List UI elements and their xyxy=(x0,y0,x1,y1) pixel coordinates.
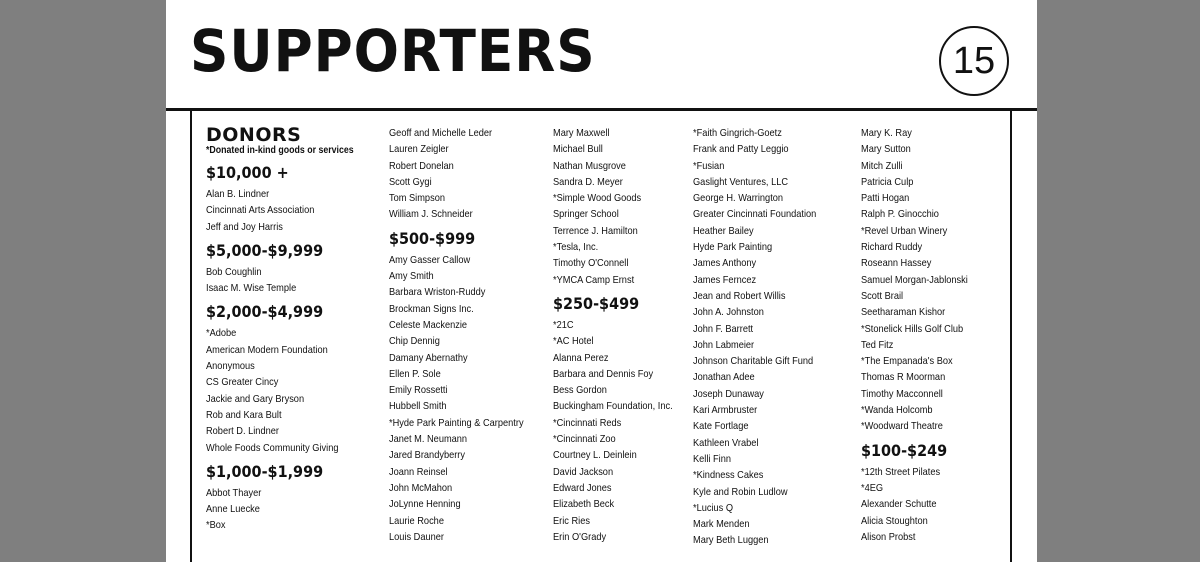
donor-name: Barbara Wriston-Ruddy xyxy=(389,286,486,299)
donor-name: Eric Ries xyxy=(553,514,590,527)
donor-name: *Woodward Theatre xyxy=(861,420,943,433)
donor-name: Terrence J. Hamilton xyxy=(553,224,638,237)
page-number-badge xyxy=(939,26,1009,96)
donor-list xyxy=(553,317,689,545)
donor-name: John A. Johnston xyxy=(693,306,764,319)
donor-name: Alicia Stoughton xyxy=(861,514,928,527)
donor-name: Jonathan Adee xyxy=(693,371,755,384)
donor-name: Michael Bull xyxy=(553,143,603,156)
tier-heading: $250-$499 xyxy=(553,293,640,313)
page-title: SUPPORTERS xyxy=(190,17,596,85)
donor-name: Scott Brail xyxy=(861,289,904,302)
column-3 xyxy=(553,125,689,545)
donor-name: Kate Fortlage xyxy=(693,420,749,433)
donor-list xyxy=(206,485,374,534)
donor-name: Scott Gygi xyxy=(389,175,432,188)
donor-name: Patti Hogan xyxy=(861,192,910,205)
donor-name: Mary Sutton xyxy=(861,143,911,156)
donor-name: Ralph P. Ginocchio xyxy=(861,208,939,221)
donor-name: Damany Abernathy xyxy=(389,351,468,364)
donor-name: *12th Street Pilates xyxy=(861,465,941,478)
donor-name: Janet M. Neumann xyxy=(389,433,468,446)
donor-name: Jeff and Joy Harris xyxy=(206,220,283,233)
donor-name: Mary K. Ray xyxy=(861,127,912,139)
donor-name: Anne Luecke xyxy=(206,503,260,516)
donor-name: *Simple Wood Goods xyxy=(553,192,642,205)
donor-name: *Hyde Park Painting & Carpentry xyxy=(389,416,524,429)
tier-heading: $5,000-$9,999 xyxy=(206,240,324,260)
column-2 xyxy=(389,125,542,545)
donor-name: Patricia Culp xyxy=(861,175,914,188)
donor-name: John Labmeier xyxy=(693,338,755,351)
donor-name: *Box xyxy=(206,519,226,532)
donor-name: JoLynne Henning xyxy=(389,498,461,511)
donor-name: Lauren Zeigler xyxy=(389,143,449,156)
donor-name: Heather Bailey xyxy=(693,224,754,237)
donor-name: Nathan Musgrove xyxy=(553,159,626,172)
donor-name: George H. Warrington xyxy=(693,192,784,205)
donor-name: Isaac M. Wise Temple xyxy=(206,282,297,295)
donor-name: Robert D. Lindner xyxy=(206,425,279,438)
donor-name: James Anthony xyxy=(693,257,757,270)
donor-name: Timothy Macconnell xyxy=(861,387,943,400)
donor-name: John McMahon xyxy=(389,481,453,494)
donor-name: Bob Coughlin xyxy=(206,265,262,278)
donor-list xyxy=(861,464,982,545)
donor-name: Courtney L. Deinlein xyxy=(553,449,637,462)
donor-name: *Kindness Cakes xyxy=(693,469,764,482)
donor-name: Thomas R Moorman xyxy=(861,371,946,384)
donor-name: James Ferncez xyxy=(693,273,757,286)
donor-name: Elizabeth Beck xyxy=(553,498,615,511)
donor-name: Whole Foods Community Giving xyxy=(206,441,339,454)
donor-name: Joseph Dunaway xyxy=(693,387,764,400)
donor-name: *Cincinnati Reds xyxy=(553,416,622,429)
donor-name: CS Greater Cincy xyxy=(206,376,279,389)
donor-name: David Jackson xyxy=(553,465,614,478)
donor-name: Kyle and Robin Ludlow xyxy=(693,485,788,498)
donor-name: Johnson Charitable Gift Fund xyxy=(693,355,814,368)
donor-name: Mitch Zulli xyxy=(861,159,903,172)
donor-name: *4EG xyxy=(861,481,884,494)
donor-name: Alan B. Lindner xyxy=(206,188,270,200)
donor-name: Jean and Robert Willis xyxy=(693,289,786,302)
donor-name: *Tesla, Inc. xyxy=(553,241,599,254)
donor-list xyxy=(861,125,982,435)
donor-list xyxy=(693,125,833,549)
donor-name: Celeste Mackenzie xyxy=(389,318,468,331)
donor-name: Erin O'Grady xyxy=(553,530,607,543)
donor-name: Anonymous xyxy=(206,360,255,373)
column-1 xyxy=(206,125,374,534)
donor-list xyxy=(553,125,689,288)
donor-name: *Adobe xyxy=(206,327,237,340)
donor-name: Mark Menden xyxy=(693,518,750,531)
column-5 xyxy=(861,125,982,545)
donor-list xyxy=(206,264,374,297)
tier-heading: $2,000-$4,999 xyxy=(206,302,324,322)
donor-name: *Fusian xyxy=(693,159,725,172)
donor-name: Alanna Perez xyxy=(553,351,609,364)
donor-name: Roseann Hassey xyxy=(861,257,932,270)
donor-name: Samuel Morgan-Jablonski xyxy=(861,273,968,286)
donor-name: Barbara and Dennis Foy xyxy=(553,367,654,380)
donors-heading: DONORS xyxy=(206,124,302,146)
donor-name: *YMCA Camp Ernst xyxy=(553,273,635,286)
donor-name: Geoff and Michelle Leder xyxy=(389,127,493,139)
donor-name: Emily Rossetti xyxy=(389,384,448,397)
donor-name: Jackie and Gary Bryson xyxy=(206,392,305,405)
donor-list xyxy=(206,186,374,235)
donor-name: *Cincinnati Zoo xyxy=(553,433,616,446)
donor-name: Amy Smith xyxy=(389,270,434,283)
donor-name: Mary Maxwell xyxy=(553,127,610,139)
page-number: 15 xyxy=(952,39,996,82)
donor-name: Joann Reinsel xyxy=(389,465,448,478)
donor-name: Ted Fitz xyxy=(861,338,894,351)
donor-name: Cincinnati Arts Association xyxy=(206,204,315,217)
tier-heading: $100-$249 xyxy=(861,440,948,460)
donor-name: Robert Donelan xyxy=(389,159,454,172)
donor-name: Edward Jones xyxy=(553,481,612,494)
donor-name: Rob and Kara Bult xyxy=(206,408,282,421)
donor-name: Alison Probst xyxy=(861,530,916,543)
donor-list xyxy=(389,125,542,223)
donor-name: *AC Hotel xyxy=(553,335,594,348)
donor-name: Ellen P. Sole xyxy=(389,367,441,380)
donor-name: Kathleen Vrabel xyxy=(693,436,759,449)
donor-name: *Stonelick Hills Golf Club xyxy=(861,322,964,335)
donor-name: Buckingham Foundation, Inc. xyxy=(553,400,673,413)
donor-name: *Revel Urban Winery xyxy=(861,224,948,237)
donor-name: Jared Brandyberry xyxy=(389,449,466,462)
donor-name: *The Empanada's Box xyxy=(861,355,953,368)
donor-name: Frank and Patty Leggio xyxy=(693,143,789,156)
donor-name: Alexander Schutte xyxy=(861,498,937,511)
donor-name: Kari Armbruster xyxy=(693,404,758,417)
donor-name: *Wanda Holcomb xyxy=(861,404,933,417)
donor-name: *21C xyxy=(553,318,574,331)
donor-name: Chip Dennig xyxy=(389,335,440,348)
donor-name: Richard Ruddy xyxy=(861,241,923,254)
donor-name: Hyde Park Painting xyxy=(693,241,773,254)
donor-name: Louis Dauner xyxy=(389,530,444,543)
donor-list xyxy=(206,325,374,455)
donor-name: Laurie Roche xyxy=(389,514,444,527)
tier-heading: $1,000-$1,999 xyxy=(206,461,324,481)
donor-name: Tom Simpson xyxy=(389,192,445,205)
donor-name: William J. Schneider xyxy=(389,208,473,221)
donor-name: Sandra D. Meyer xyxy=(553,175,623,188)
donor-name: Springer School xyxy=(553,208,619,221)
donor-name: Gaslight Ventures, LLC xyxy=(693,175,789,188)
donor-name: Mary Beth Luggen xyxy=(693,534,769,547)
donor-name: *Lucius Q xyxy=(693,501,734,514)
in-kind-note: *Donated in-kind goods or services xyxy=(206,145,354,156)
donor-name: American Modern Foundation xyxy=(206,343,328,356)
donor-name: John F. Barrett xyxy=(693,322,754,335)
donor-name: Seetharaman Kishor xyxy=(861,306,946,319)
donor-list xyxy=(389,252,542,545)
donor-name: Amy Gasser Callow xyxy=(389,253,471,266)
donor-name: *Faith Gingrich-Goetz xyxy=(693,127,782,139)
donor-name: Hubbell Smith xyxy=(389,400,447,413)
donor-name: Greater Cincinnati Foundation xyxy=(693,208,817,221)
tier-heading: $10,000 + xyxy=(206,163,289,182)
donor-name: Timothy O'Connell xyxy=(553,257,629,270)
donor-name: Bess Gordon xyxy=(553,384,607,397)
column-4 xyxy=(693,125,833,549)
donor-name: Kelli Finn xyxy=(693,452,732,465)
tier-heading: $500-$999 xyxy=(389,228,476,248)
donor-name: Abbot Thayer xyxy=(206,486,262,499)
donor-name: Brockman Signs Inc. xyxy=(389,302,474,315)
